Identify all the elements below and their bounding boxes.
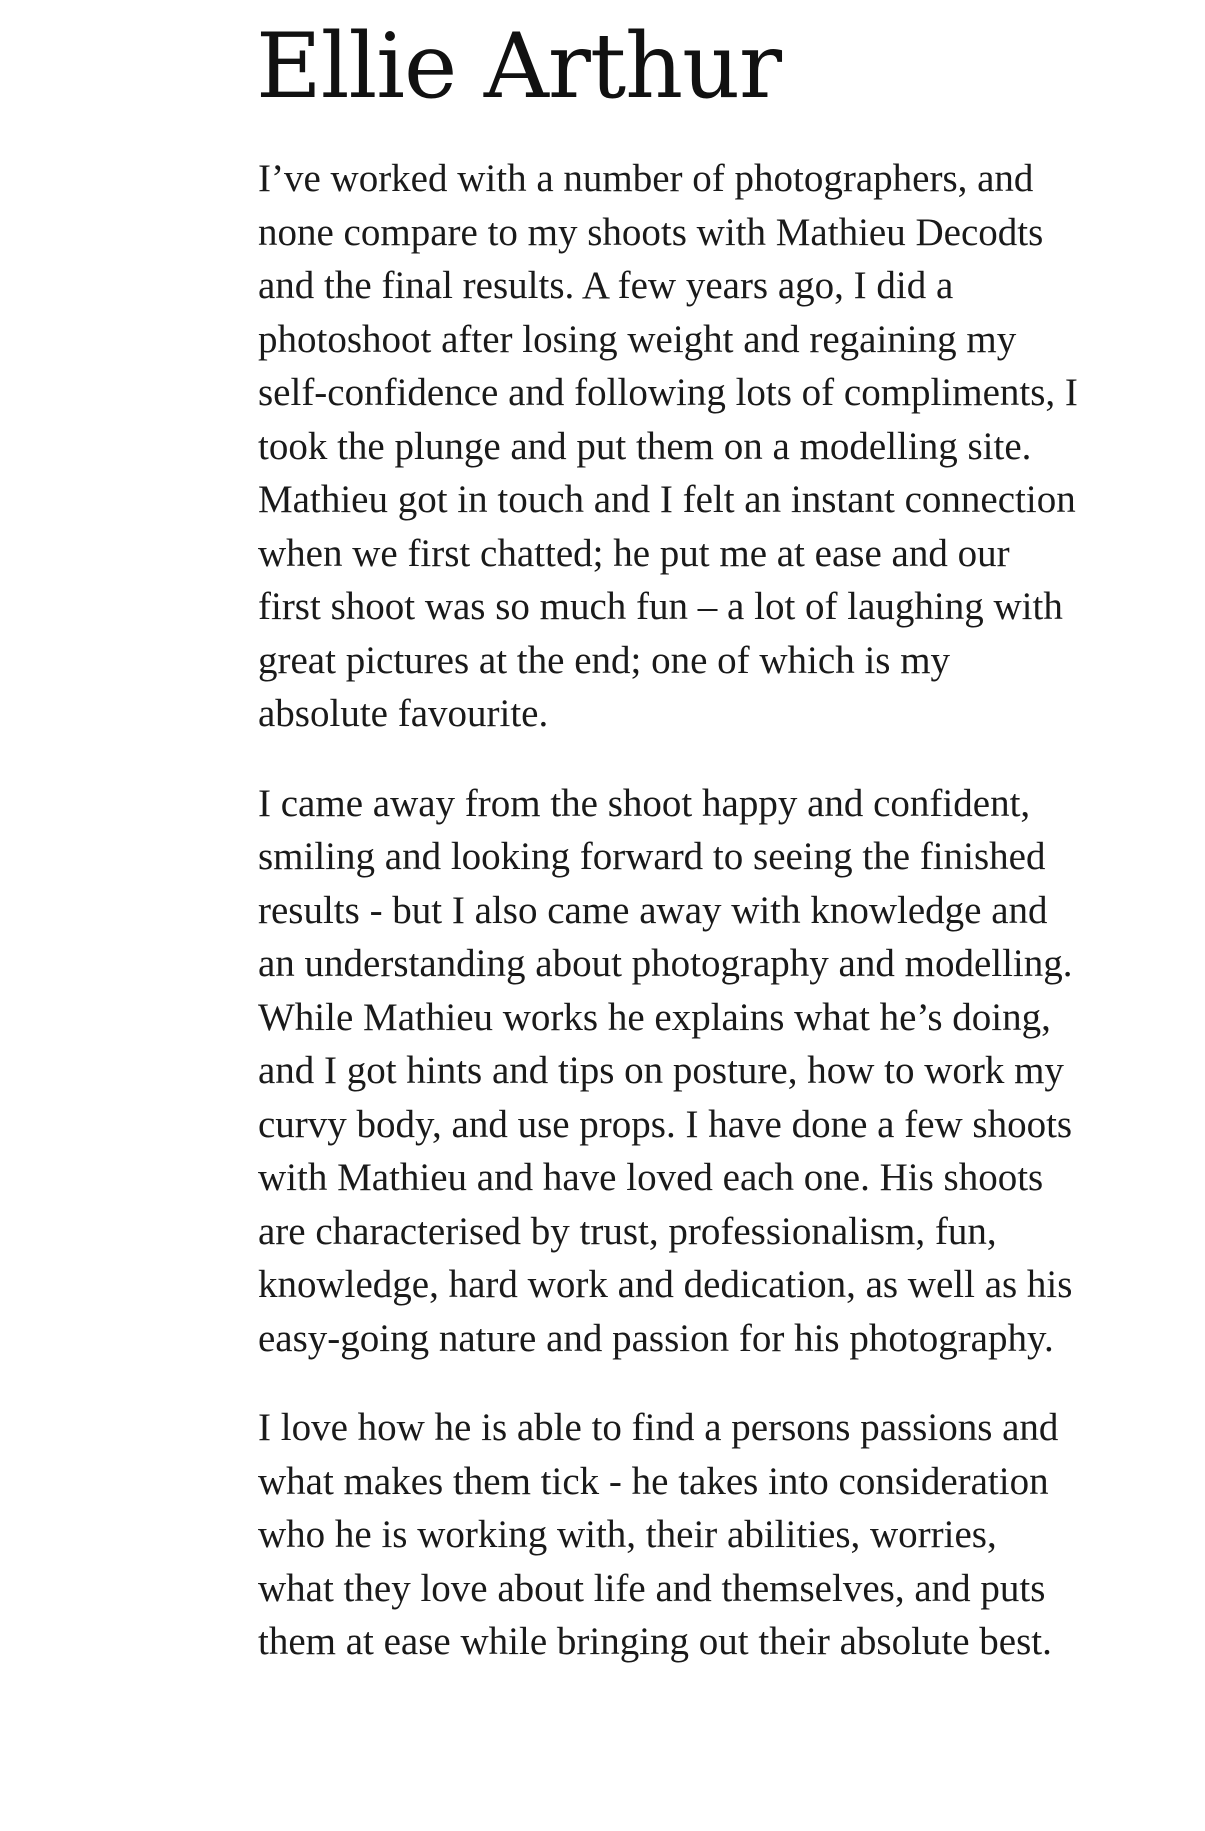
testimonial-author-name: Ellie Arthur [256, 14, 782, 119]
testimonial-paragraph: I’ve worked with a number of photographers, and none compare to my shoots with Mathieu Decodts and the final results. A few years ago, I did a photoshoot after losing weight and regaining my self-confidence and following lots of compliments, I took the plunge and put them on a modelling site. Mathieu got in touch and I felt an instant connection when we first chatted; he put me at ease and our first shoot was so much fun – a lot of laughing with great pictures at the end; one of which is my absolute favourite. [258, 157, 1078, 735]
testimonial-article [258, 0, 1078, 1669]
testimonial-paragraph: I love how he is able to find a persons passions and what makes them tick - he takes into consideration who he is working with, their abilities, worries, what they love about life and themselves, and puts them at ease while bringing out their absolute best. [258, 1406, 1059, 1663]
testimonial-paragraph: I came away from the shoot happy and confident, smiling and looking forward to seeing the finished results - but I also came away with knowledge and an understanding about photography and modelling. While Mathieu works he explains what he’s doing, and I got hints and tips on posture, how to work my curvy body, and use props. I have done a few shoots with Mathieu and have loved each one. His shoots are characterised by trust, professionalism, fun, knowledge, hard work and dedication, as well as his easy-going nature and passion for his photography. [258, 781, 1073, 1360]
